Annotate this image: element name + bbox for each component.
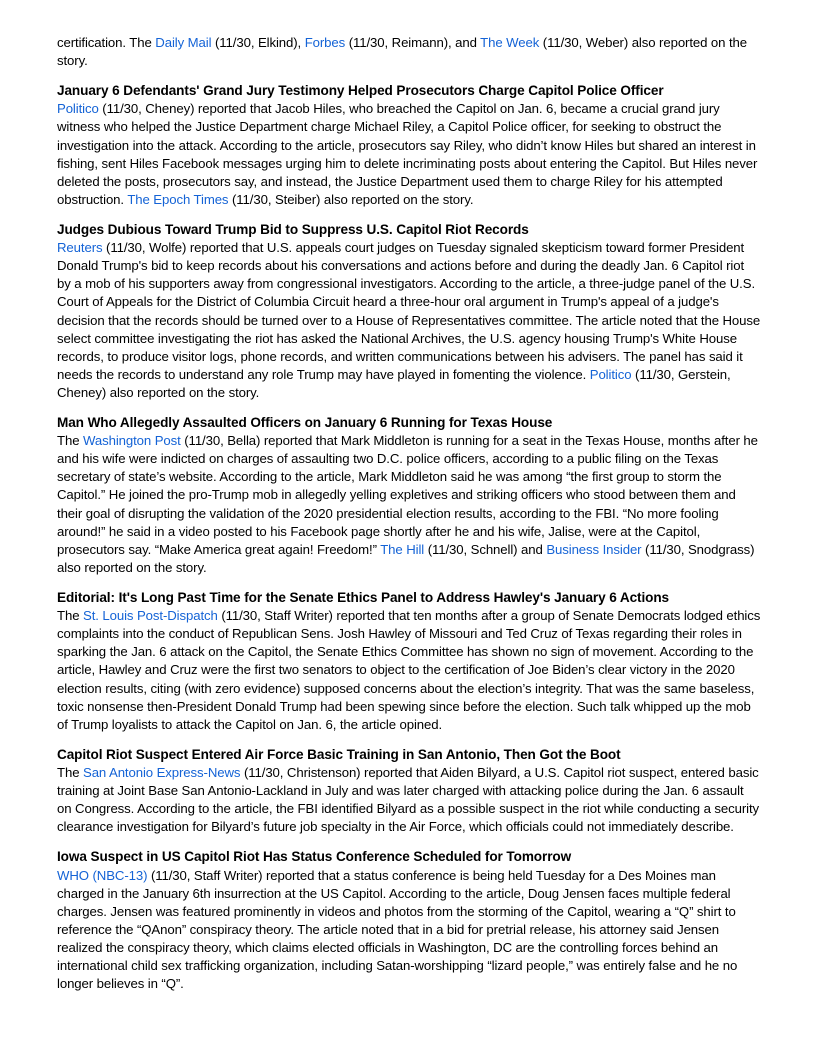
news-briefing-body bbox=[57, 34, 761, 993]
intro-text: certification. The bbox=[57, 35, 156, 50]
source-link-forbes[interactable]: Forbes bbox=[304, 35, 346, 50]
story-senate-ethics-editorial bbox=[57, 589, 761, 734]
source-link-washington-post[interactable]: Washington Post bbox=[83, 433, 181, 449]
story-text: (11/30, Snodgrass) also reported on the story. bbox=[57, 541, 755, 575]
story-body bbox=[57, 764, 761, 836]
story-headline: Editorial: It's Long Past Time for the Senate Ethics Panel to Address Hawley's January 6 Actions bbox=[57, 589, 670, 605]
story-text: (11/30, Bella) reported that Mark Middleton is running for a seat in the Texas House, months after he and his wife were indicted on charges of assaulting two D.C. police officers, according to a public filing on the Texas secretary of state’s website. According to the article, Mark Middleton said he was among “the first group to storm the Capitol.” He joined the pro-Trump mob in allegedly yelling expletives and striking officers who stood between them and their goal of disrupting the validation of the 2020 presidential election results, according to the FBI. “No more fooling around!” he said in a video posted to his Facebook page shortly after he and his wife, Jalise, were at the Capitol, prosecutors say. “Make America great again! Freedom!” bbox=[57, 433, 758, 557]
source-link-politico[interactable]: Politico bbox=[57, 101, 99, 117]
story-text: The bbox=[57, 765, 83, 781]
story-text: (11/30, Staff Writer) reported that a status conference is being held Tuesday for a Des Moines man charged in the January 6th insurrection at the US Capitol. According to the article, Doug Jensen faces multiple federal charges. Jensen was featured prominently in videos and photos from the storming of the Capitol, wearing a “Q” shirt to reference the “QAnon” conspiracy theory. The article noted that in a bid for pretrial release, his attorney said Jensen realized the conspiracy theory, which claims elected officials in Washington, DC are the controlling forces behind an international child sex trafficking organization, including Satan-worshipping “lizard people,” was entirely false and he no longer believes in “Q”. bbox=[57, 867, 738, 992]
story-headline: Capitol Riot Suspect Entered Air Force Basic Training in San Antonio, Then Got the Boot bbox=[57, 746, 621, 762]
story-grand-jury-testimony bbox=[57, 82, 761, 209]
source-link-politico[interactable]: Politico bbox=[589, 366, 632, 382]
story-body bbox=[57, 607, 761, 734]
story-headline: Judges Dubious Toward Trump Bid to Suppress U.S. Capitol Riot Records bbox=[57, 221, 529, 237]
source-link-business-insider[interactable]: Business Insider bbox=[546, 541, 642, 557]
source-link-daily-mail[interactable]: Daily Mail bbox=[155, 35, 212, 50]
story-text: (11/30, Wolfe) reported that U.S. appeals court judges on Tuesday signaled skepticism toward former President Donald Trump's bid to keep records about his conversations and actions before and during the deadly Jan. 6 Capitol riot by a mob of his supporters away from congressional investigators. According to the article, a three-judge panel of the U.S. Court of Appeals for the District of Columbia Circuit heard a three-hour oral argument in Trump's appeal of a judge's decision that the records should be turned over to a House of Representatives committee. The article noted that the House select committee investigating the riot has asked the National Archives, the U.S. agency housing Trump's White House records, to produce visitor logs, phone records, and written communications between his advisers. The panel has said it needs the records to understand any role Trump may have played in fomenting the violence. bbox=[57, 240, 761, 382]
story-body bbox=[57, 867, 761, 994]
story-texas-house-candidate bbox=[57, 414, 761, 577]
story-body bbox=[57, 432, 761, 577]
story-headline: Iowa Suspect in US Capitol Riot Has Status Conference Scheduled for Tomorrow bbox=[57, 849, 572, 865]
source-link-the-hill[interactable]: The Hill bbox=[380, 541, 425, 557]
story-trump-riot-records bbox=[57, 221, 761, 402]
story-iowa-status-conference bbox=[57, 848, 761, 993]
intro-text: (11/30, Reimann), and bbox=[345, 35, 481, 50]
source-link-epoch-times[interactable]: The Epoch Times bbox=[127, 191, 229, 207]
story-text: (11/30, Christenson) reported that Aiden Bilyard, a U.S. Capitol riot suspect, entered basic training at Joint Base San Antonio-Lackland in July and was later charged with attacking police during the Jan. 6 assault on Congress. According to the article, the FBI identified Bilyard as a possible suspect in the riot while conducting a security clearance investigation for Bilyard’s future job specialty in the Air Force, which officials could not immediately describe. bbox=[57, 765, 760, 835]
story-text: (11/30, Gerstein, Cheney) also reported on the story. bbox=[57, 366, 731, 400]
intro-text: (11/30, Weber) also reported on the story. bbox=[57, 35, 748, 69]
story-air-force-basic-training bbox=[57, 746, 761, 837]
source-link-san-antonio-express-news[interactable]: San Antonio Express-News bbox=[83, 765, 241, 781]
source-link-st-louis-post-dispatch[interactable]: St. Louis Post-Dispatch bbox=[83, 608, 218, 624]
source-link-who-nbc-13[interactable]: WHO (NBC-13) bbox=[57, 867, 148, 883]
story-text: The bbox=[57, 608, 83, 624]
story-body bbox=[57, 100, 761, 209]
story-body bbox=[57, 239, 761, 402]
story-text: (11/30, Steiber) also reported on the story. bbox=[228, 191, 474, 207]
story-text: (11/30, Staff Writer) reported that ten months after a group of Senate Democrats lodged ethics complaints into the conduct of Republican Sens. Josh Hawley of Missouri and Ted Cruz of Texas regarding their roles in sparking the Jan. 6 attack on the Capitol, the Senate Ethics Committee has shown no sign of movement. According to the article, Hawley and Cruz were the first two senators to object to the certification of Joe Biden’s clear victory in the 2020 election results, citing (with zero evidence) supposed concerns about the election’s integrity. That was the same baseless, toxic nonsense then-President Donald Trump had been spewing since before the election. Such talk whipped up the mob of Trump loyalists to attack the Capitol on Jan. 6, the article opined. bbox=[57, 608, 761, 732]
source-link-reuters[interactable]: Reuters bbox=[57, 240, 103, 256]
story-headline: January 6 Defendants' Grand Jury Testimony Helped Prosecutors Charge Capitol Police Officer bbox=[57, 83, 664, 99]
story-headline: Man Who Allegedly Assaulted Officers on January 6 Running for Texas House bbox=[57, 415, 553, 430]
intro-text: (11/30, Elkind), bbox=[211, 35, 305, 50]
story-text: (11/30, Schnell) and bbox=[424, 541, 547, 557]
intro-paragraph bbox=[57, 34, 761, 70]
story-text: (11/30, Cheney) reported that Jacob Hiles, who breached the Capitol on Jan. 6, became a crucial grand jury witness who helped the Justice Department charge Michael Riley, a Capitol Police officer, for seeking to obstruct the investigation into the attack. According to the article, prosecutors say Riley, who didn’t know Hiles but shared an interest in fishing, sent Hiles Facebook messages urging him to delete incriminating posts about entering the Capitol. But Hiles never deleted the posts, prosecutors say, and instead, the Justice Department used them to charge Riley for his attempted obstruction. bbox=[57, 101, 758, 207]
source-link-the-week[interactable]: The Week bbox=[480, 35, 540, 50]
story-text: The bbox=[57, 433, 83, 449]
